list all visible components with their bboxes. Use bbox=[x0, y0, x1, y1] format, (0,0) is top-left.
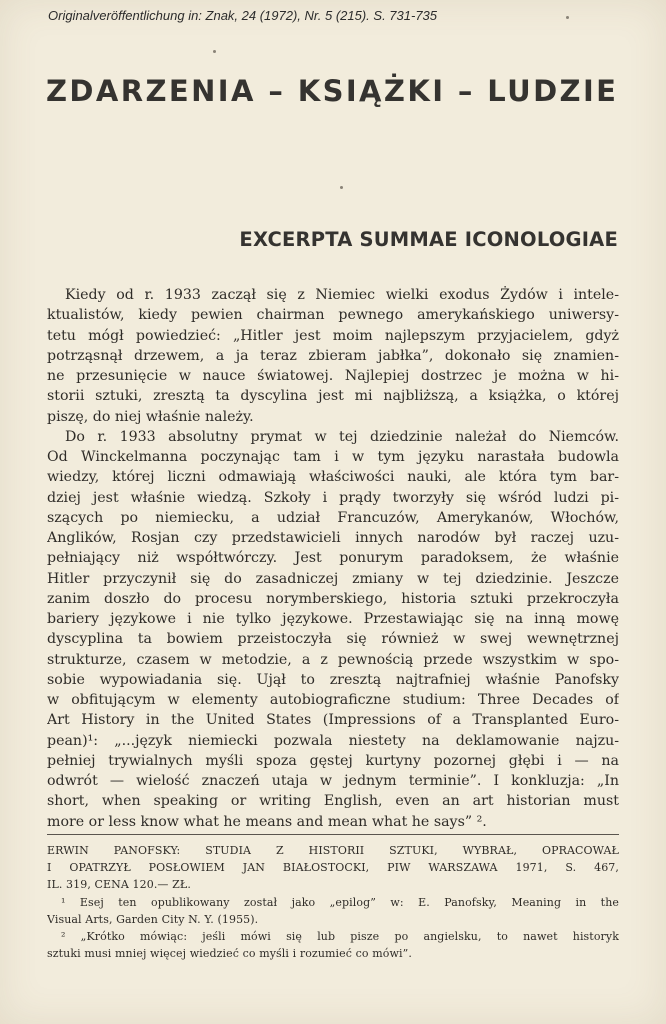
body-line: pełniej trywialnych myśli spoza gęstej kurtyny pozornej głębi i — na bbox=[47, 752, 619, 769]
article-body bbox=[47, 285, 619, 832]
body-line: wiedzy, której liczni odmawiają właściwości nauki, ale która tym bar- bbox=[47, 469, 619, 486]
body-line: bariery językowe i nie tylko językowe. Przestawiając się na inną mowę bbox=[47, 611, 619, 627]
body-line: tetu mógł powiedzieć: „Hitler jest moim najlepszym przyjacielem, gdyż bbox=[47, 327, 619, 344]
body-line: piszę, do niej właśnie należy. bbox=[47, 408, 254, 425]
body-line: ne przesunięcie w nauce światowej. Najlepiej dostrzec je można w hi- bbox=[47, 368, 619, 384]
body-line: zanim doszło do procesu norymberskiego, historia sztuki przekroczyła bbox=[47, 590, 619, 607]
print-speck bbox=[213, 50, 216, 53]
body-line: szących po niemiecku, a udział Francuzów, Amerykanów, Włochów, bbox=[47, 509, 619, 526]
body-line: short, when speaking or writing English, even an art historian must bbox=[47, 793, 619, 810]
footnote-line: ² „Krótko mówiąc: jeśli mówi się lub pisze po angielsku, to nawet historyk bbox=[61, 930, 619, 944]
footnote-divider bbox=[47, 834, 619, 835]
footnote-line: Visual Arts, Garden City N. Y. (1955). bbox=[47, 912, 259, 926]
body-line: w obfitującym w elementy autobiograficzne studium: Three Decades of bbox=[47, 692, 619, 708]
body-line: Anglików, Rosjan czy przedstawicieli innych narodów był raczej uzu- bbox=[47, 530, 619, 546]
body-line: pełniający niż współtwórczy. Jest ponurym paradoksem, że właśnie bbox=[47, 550, 619, 567]
body-line: strukturze, czasem w metodzie, a z pewnością przede wszystkim w spo- bbox=[47, 651, 619, 668]
section-title: ZDARZENIA – KSIĄŻKI – LUDZIE bbox=[46, 74, 619, 108]
footnote-line: ¹ Esej ten opublikowany został jako „epilog” w: E. Panofsky, Meaning in the bbox=[61, 895, 619, 909]
book-info-and-footnotes bbox=[47, 842, 619, 962]
body-line: Od Winckelmanna poczynając tam i w tym języku narastała budowla bbox=[47, 449, 619, 465]
body-line: Kiedy od r. 1933 zaczął się z Niemiec wielki exodus Żydów i intele- bbox=[65, 287, 619, 303]
body-line: storii sztuki, zresztą ta dyscylina jest mi najbliższą, a książka, o której bbox=[47, 388, 619, 405]
body-line: odwrót — wielość znaczeń utaja w jednym terminie”. I konkluzja: „In bbox=[47, 773, 619, 789]
body-line: dyscyplina ta bowiem przeistoczyła się również w swej wewnętrznej bbox=[47, 631, 619, 648]
body-line: ktualistów, kiedy pewien chairman pewnego amerykańskiego uniwersy- bbox=[47, 307, 619, 324]
body-line: Do r. 1933 absolutny prymat w tej dziedzinie należał do Niemców. bbox=[65, 428, 619, 445]
book-info-line: I OPATRZYŁ POSŁOWIEM JAN BIAŁOSTOCKI, PIW WARSZAWA 1971, S. 467, bbox=[47, 861, 619, 875]
body-line: potrząsnął drzewem, a ja teraz zbieram jabłka”, dokonało się znamien- bbox=[47, 347, 619, 364]
article-title: EXCERPTA SUMMAE ICONOLOGIAE bbox=[239, 228, 618, 251]
book-info-line: ERWIN PANOFSKY: STUDIA Z HISTORII SZTUKI, WYBRAŁ, OPRACOWAŁ bbox=[47, 844, 619, 857]
body-line: sobie wypowiadania się. Ujął to zresztą najtrafniej właśnie Panofsky bbox=[47, 671, 619, 688]
print-speck bbox=[566, 16, 569, 19]
book-info-line: IL. 319, CENA 120.— ZŁ. bbox=[47, 878, 191, 892]
body-line: Hitler przyczynił się do zasadniczej zmiany w tej dziedzinie. Jeszcze bbox=[47, 570, 619, 587]
footnote-line: sztuki musi mniej więcej wiedzieć co myśli i rozumieć co mówi”. bbox=[47, 947, 412, 961]
body-line: pean)¹: „...język niemiecki pozwala niestety na deklamowanie najzu- bbox=[47, 732, 619, 749]
body-line: Art History in the United States (Impressions of a Transplanted Euro- bbox=[47, 712, 619, 729]
source-citation: Originalveröffentlichung in: Znak, 24 (1972), Nr. 5 (215). S. 731-735 bbox=[48, 8, 438, 23]
print-speck bbox=[340, 186, 343, 189]
body-line: dziej jest właśnie wiedzą. Szkoły i prądy tworzyły się wśród ludzi pi- bbox=[47, 489, 619, 506]
body-line: more or less know what he means and mean what he says” ². bbox=[47, 813, 487, 830]
